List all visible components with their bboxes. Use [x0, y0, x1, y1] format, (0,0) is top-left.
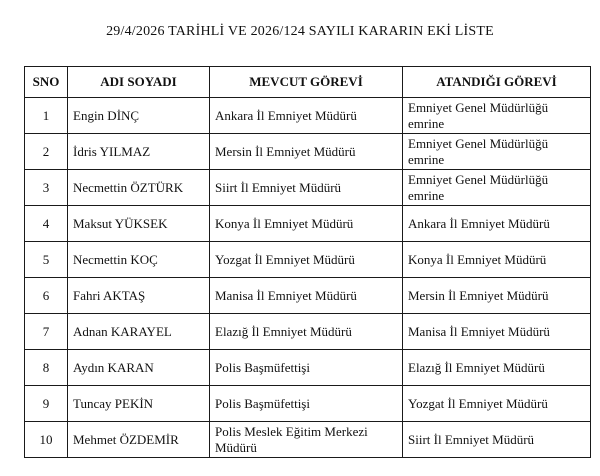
cell-current-position: Polis Başmüfettişi [210, 350, 403, 386]
cell-sno: 3 [25, 170, 68, 206]
cell-current-position: Polis Başmüfettişi [210, 386, 403, 422]
cell-current-position: Siirt İl Emniyet Müdürü [210, 170, 403, 206]
cell-current-position: Polis Meslek Eğitim Merkezi Müdürü [210, 422, 403, 458]
header-current-position: MEVCUT GÖREVİ [210, 67, 403, 98]
cell-sno: 10 [25, 422, 68, 458]
assignment-table [24, 66, 591, 458]
table-header-row [25, 67, 591, 98]
cell-assigned-position: Mersin İl Emniyet Müdürü [403, 278, 591, 314]
table-row [25, 350, 591, 386]
cell-sno: 5 [25, 242, 68, 278]
table-row [25, 242, 591, 278]
cell-sno: 7 [25, 314, 68, 350]
cell-assigned-position: Siirt İl Emniyet Müdürü [403, 422, 591, 458]
header-assigned-position: ATANDIĞI GÖREVİ [403, 67, 591, 98]
cell-name: Necmettin ÖZTÜRK [68, 170, 210, 206]
cell-name: Mehmet ÖZDEMİR [68, 422, 210, 458]
header-sno: SNO [25, 67, 68, 98]
cell-sno: 4 [25, 206, 68, 242]
header-name: ADI SOYADI [68, 67, 210, 98]
cell-name: Maksut YÜKSEK [68, 206, 210, 242]
cell-name: Engin DİNÇ [68, 98, 210, 134]
cell-current-position: Konya İl Emniyet Müdürü [210, 206, 403, 242]
cell-current-position: Yozgat İl Emniyet Müdürü [210, 242, 403, 278]
cell-current-position: Ankara İl Emniyet Müdürü [210, 98, 403, 134]
table-row [25, 206, 591, 242]
cell-name: Tuncay PEKİN [68, 386, 210, 422]
cell-sno: 1 [25, 98, 68, 134]
table-row [25, 386, 591, 422]
cell-assigned-position: Elazığ İl Emniyet Müdürü [403, 350, 591, 386]
cell-name: Adnan KARAYEL [68, 314, 210, 350]
cell-name: İdris YILMAZ [68, 134, 210, 170]
cell-sno: 2 [25, 134, 68, 170]
cell-sno: 6 [25, 278, 68, 314]
cell-assigned-position: Manisa İl Emniyet Müdürü [403, 314, 591, 350]
cell-current-position: Manisa İl Emniyet Müdürü [210, 278, 403, 314]
cell-assigned-position: Ankara İl Emniyet Müdürü [403, 206, 591, 242]
cell-current-position: Elazığ İl Emniyet Müdürü [210, 314, 403, 350]
document-title: 29/4/2026 TARİHLİ VE 2026/124 SAYILI KARARIN EKİ LİSTE [106, 24, 494, 39]
table-row [25, 98, 591, 134]
table-row [25, 422, 591, 458]
table-row [25, 134, 591, 170]
cell-assigned-position: Emniyet Genel Müdürlüğü emrine [403, 98, 591, 134]
cell-name: Necmettin KOÇ [68, 242, 210, 278]
cell-sno: 8 [25, 350, 68, 386]
cell-current-position: Mersin İl Emniyet Müdürü [210, 134, 403, 170]
table-row [25, 170, 591, 206]
table-row [25, 278, 591, 314]
cell-assigned-position: Yozgat İl Emniyet Müdürü [403, 386, 591, 422]
cell-assigned-position: Emniyet Genel Müdürlüğü emrine [403, 134, 591, 170]
cell-assigned-position: Emniyet Genel Müdürlüğü emrine [403, 170, 591, 206]
cell-name: Aydın KARAN [68, 350, 210, 386]
cell-sno: 9 [25, 386, 68, 422]
table-row [25, 314, 591, 350]
cell-name: Fahri AKTAŞ [68, 278, 210, 314]
cell-assigned-position: Konya İl Emniyet Müdürü [403, 242, 591, 278]
